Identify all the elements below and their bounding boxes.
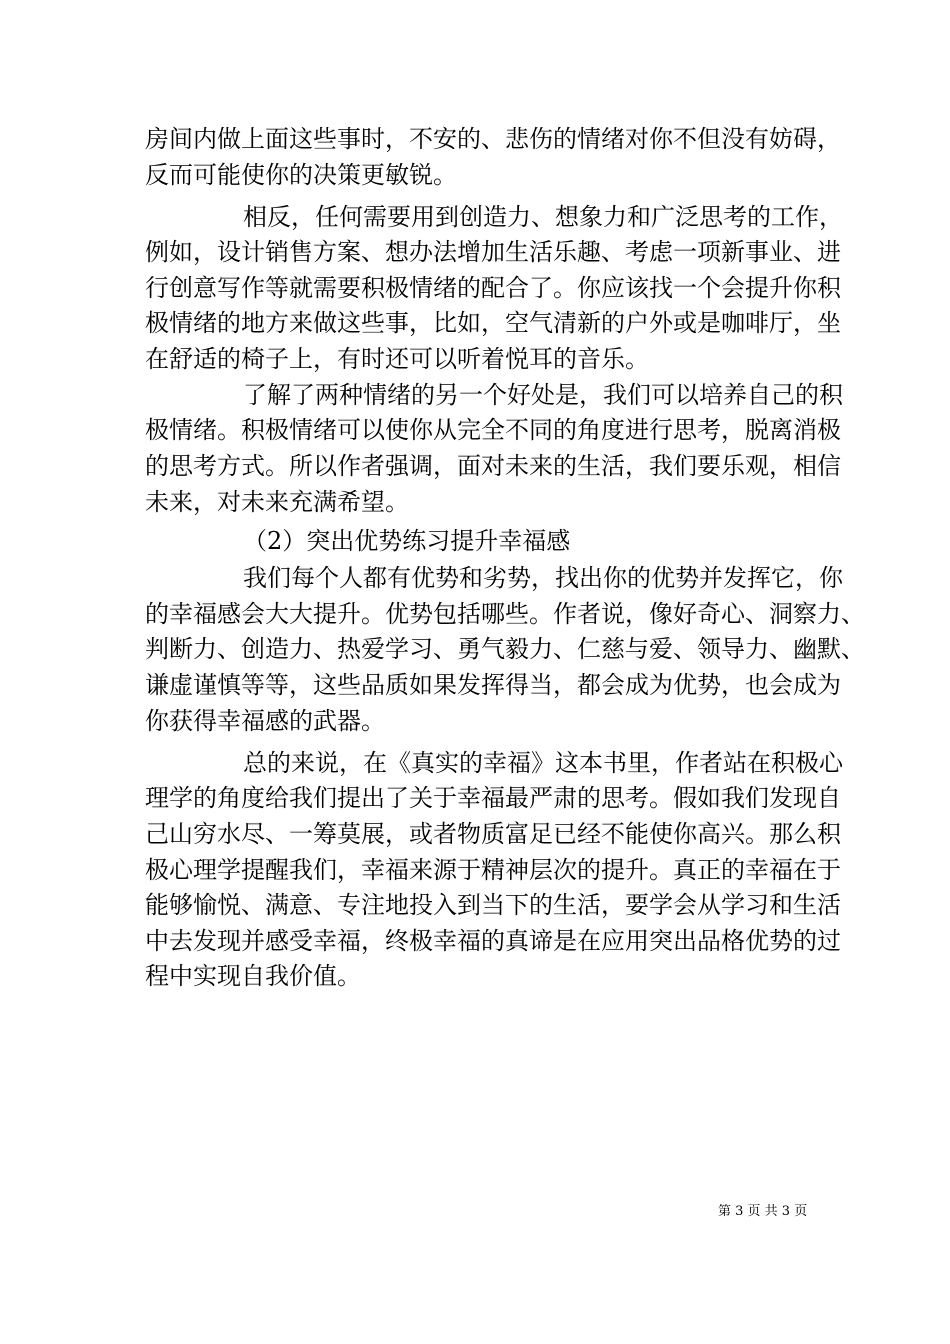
text-line: 行创意写作等就需要积极情绪的配合了。你应该找一个会提升你积 [145,274,841,302]
text-line: 中去发现并感受幸福，终极幸福的真谛是在应用突出品格优势的过 [145,927,841,955]
text-line: 极情绪。积极情绪可以使你从完全不同的角度进行思考，脱离消极 [145,416,841,444]
text-line: 反而可能使你的决策更敏锐。 [145,161,457,189]
text-line: 极心理学提醒我们，幸福来源于精神层次的提升。真正的幸福在于 [145,856,841,884]
text-line: 你获得幸福感的武器。 [145,707,385,735]
text-line: 谦虚谨慎等等，这些品质如果发挥得当，都会成为优势，也会成为 [145,671,841,699]
text-line: 己山穷水尽、一筹莫展，或者物质富足已经不能使你高兴。那么积 [145,820,841,848]
text-line: 判断力、创造力、热爱学习、勇气毅力、仁慈与爱、领导力、幽默、 [145,635,865,663]
text-line: 我们每个人都有优势和劣势，找出你的优势并发挥它，你 [243,564,843,592]
text-line: 在舒适的椅子上，有时还可以听着悦耳的音乐。 [145,345,649,373]
text-line: 例如，设计销售方案、想办法增加生活乐趣、考虑一项新事业、进 [145,238,841,266]
page-number: 第 3 页 共 3 页 [718,1204,808,1219]
text-line: 了解了两种情绪的另一个好处是，我们可以培养自己的积 [243,381,843,409]
text-line: 相反，任何需要用到创造力、想象力和广泛思考的工作， [243,203,843,231]
text-line: 总的来说，在《真实的幸福》这本书里，作者站在积极心 [243,749,843,777]
text-line: 理学的角度给我们提出了关于幸福最严肃的思考。假如我们发现自 [145,784,841,812]
text-line: 程中实现自我价值。 [145,962,361,990]
section-heading: （2）突出优势练习提升幸福感 [243,527,571,555]
text-line: 能够愉悦、满意、专注地投入到当下的生活，要学会从学习和生活 [145,891,841,919]
text-line: 的幸福感会大大提升。优势包括哪些。作者说，像好奇心、洞察力、 [145,600,865,628]
text-line: 房间内做上面这些事时，不安的、悲伤的情绪对你不但没有妨碍， [145,125,841,153]
text-line: 的思考方式。所以作者强调，面对未来的生活，我们要乐观，相信 [145,452,841,480]
text-line: 未来，对未来充满希望。 [145,488,409,516]
text-line: 极情绪的地方来做这些事，比如，空气清新的户外或是咖啡厅，坐 [145,309,841,337]
